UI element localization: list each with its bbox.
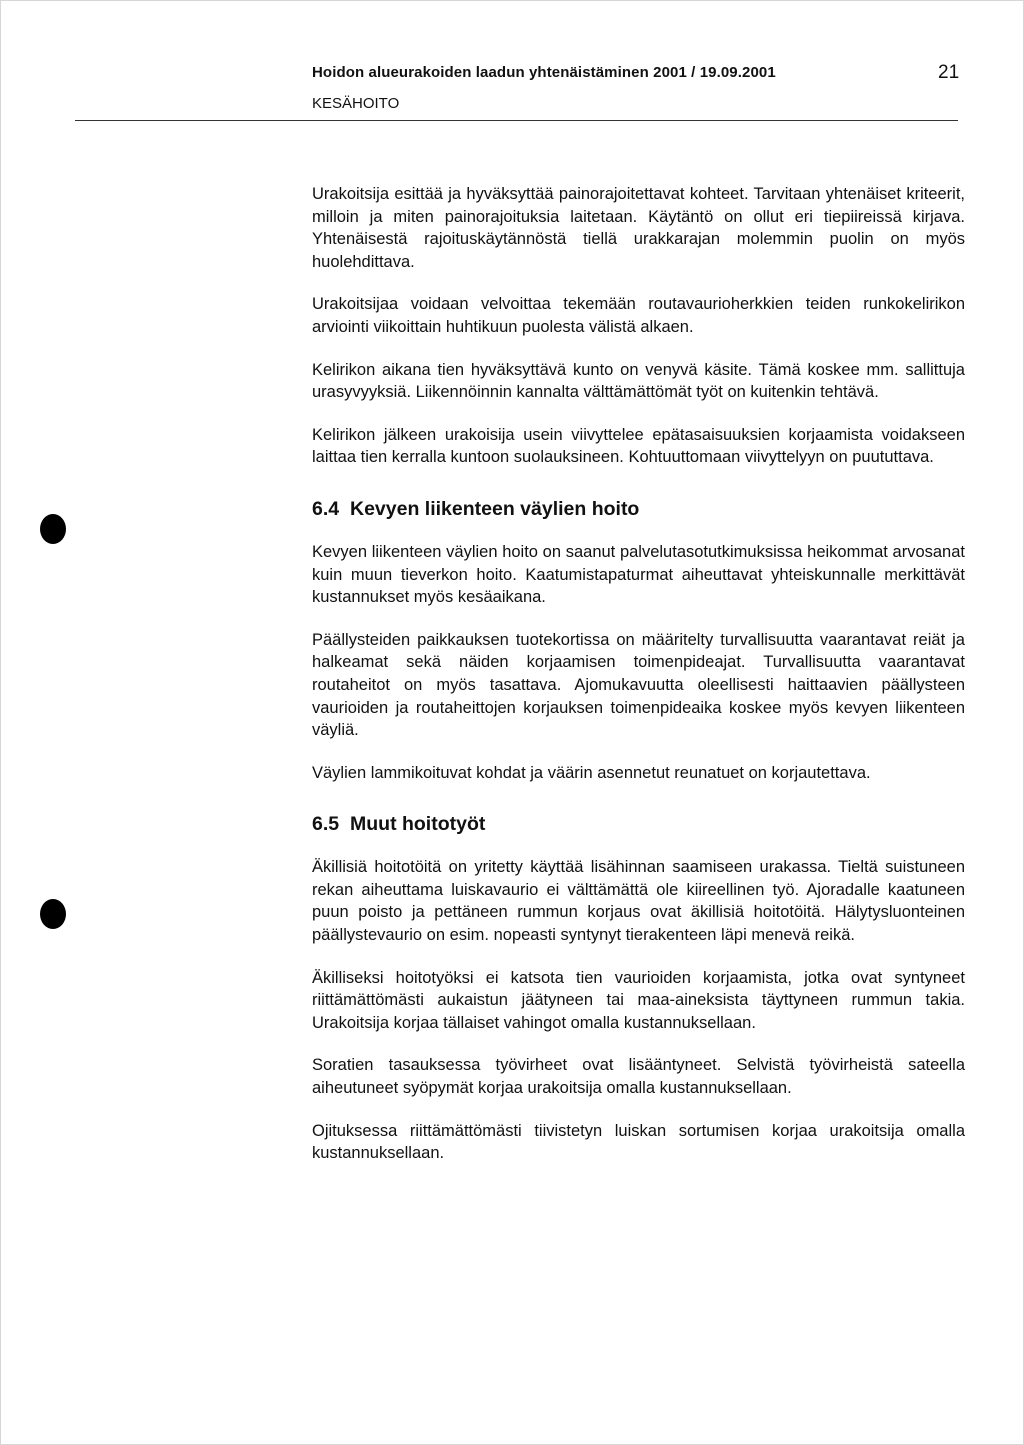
page-number: 21 <box>938 62 960 83</box>
paragraph: Kevyen liikenteen väylien hoito on saanut palvelutasotutkimuksissa heikommat arvosanat kuin muun tieverkon hoito. Kaatumistapaturmat aiheuttavat yhteiskunnalle merkittävät kustannukset myös kesäaikana. <box>312 542 965 607</box>
paragraph: Soratien tasauksessa työvirheet ovat lisääntyneet. Selvistä työvirheistä sateella aiheutuneet syöpymät korjaa urakoitsija omalla kustannuksellaan. <box>312 1056 965 1098</box>
paragraph: Urakoitsijaa voidaan velvoittaa tekemään routavaurioherkkien teiden runkokelirikon arviointi viikoittain huhtikuun puolesta välistä alkaen. <box>312 295 965 336</box>
section-number: 6.4 <box>312 497 340 520</box>
punch-hole-mark <box>40 514 66 544</box>
paragraph: Kelirikon jälkeen urakoisija usein viivyttelee epätasaisuuksien korjaamista voidakseen laittaa tien kerralla kuntoon suolauksineen. Kohtuuttomaan viivyttelyyn on puututtava. <box>312 425 965 467</box>
paragraph: Äkilliseksi hoitotyöksi ei katsota tien vaurioiden korjaamista, jotka ovat syntyneet riittämättömästi aukaistun jäätyneen tai maa-aineksista täyttyneen rummun takia. Urakoitsija korjaa tällaiset vahingot omalla kustannuksellaan. <box>312 968 965 1032</box>
running-header-section: KESÄHOITO <box>312 95 400 112</box>
section-title: Muut hoitotyöt <box>350 813 486 836</box>
running-header-title: Hoidon alueurakoiden laadun yhtenäistäminen 2001 / 19.09.2001 <box>312 64 776 81</box>
paragraph: Urakoitsija esittää ja hyväksyttää painorajoitettavat kohteet. Tarvitaan yhtenäiset kriteerit, milloin ja miten painorajoituksia laitetaan. Käytäntö on ollut eri tiepiireissä kirjava. Yhtenäisestä rajoituskäytännöstä tiellä urakkarajan molemmin puolin on myös huolehdittava. <box>312 185 965 271</box>
paragraph: Kelirikon aikana tien hyväksyttävä kunto on venyvä käsite. Tämä koskee mm. sallittuja urasyvyyksiä. Liikennöinnin kannalta välttämättömät työt on kuitenkin tehtävä. <box>312 360 965 402</box>
section-title: Kevyen liikenteen väylien hoito <box>350 497 640 520</box>
section-heading-6-5 <box>312 811 965 837</box>
paragraph: Väylien lammikoituvat kohdat ja väärin asennetut reunatuet on korjautettava. <box>312 763 871 782</box>
header-divider <box>75 120 958 121</box>
paragraph: Ojituksessa riittämättömästi tiivistetyn luiskan sortumisen korjaa urakoitsija omalla kustannuksellaan. <box>312 1121 965 1163</box>
paragraph: Äkillisiä hoitotöitä on yritetty käyttää lisähinnan saamiseen urakassa. Tieltä suistuneen rekan aiheuttama luiskavaurio ei välttämättä ole kiireellinen työ. Ajoradalle kaatuneen puun poisto ja pettäneen rummun korjaus ovat äkillisiä hoitotöitä. Hälytysluonteinen päällystevaurio on esim. nopeasti syntynyt tierakenteen läpi menevä reikä. <box>312 858 965 945</box>
body-text <box>312 183 965 1185</box>
section-number: 6.5 <box>312 813 340 836</box>
paragraph: Päällysteiden paikkauksen tuotekortissa on määritelty turvallisuutta vaarantavat reiät ja halkeamat sekä näiden korjaamisen toimenpideajat. Turvallisuutta vaarantavat routaheitot on myös tasattava. Ajomukavuutta oleellisesti haittaavien päällysteen vaurioiden ja routaheittojen korjauksen toimenpideaika koskee myös kevyen liikenteen väyliä. <box>312 630 965 740</box>
punch-hole-mark <box>40 899 66 929</box>
section-heading-6-4 <box>312 496 965 522</box>
